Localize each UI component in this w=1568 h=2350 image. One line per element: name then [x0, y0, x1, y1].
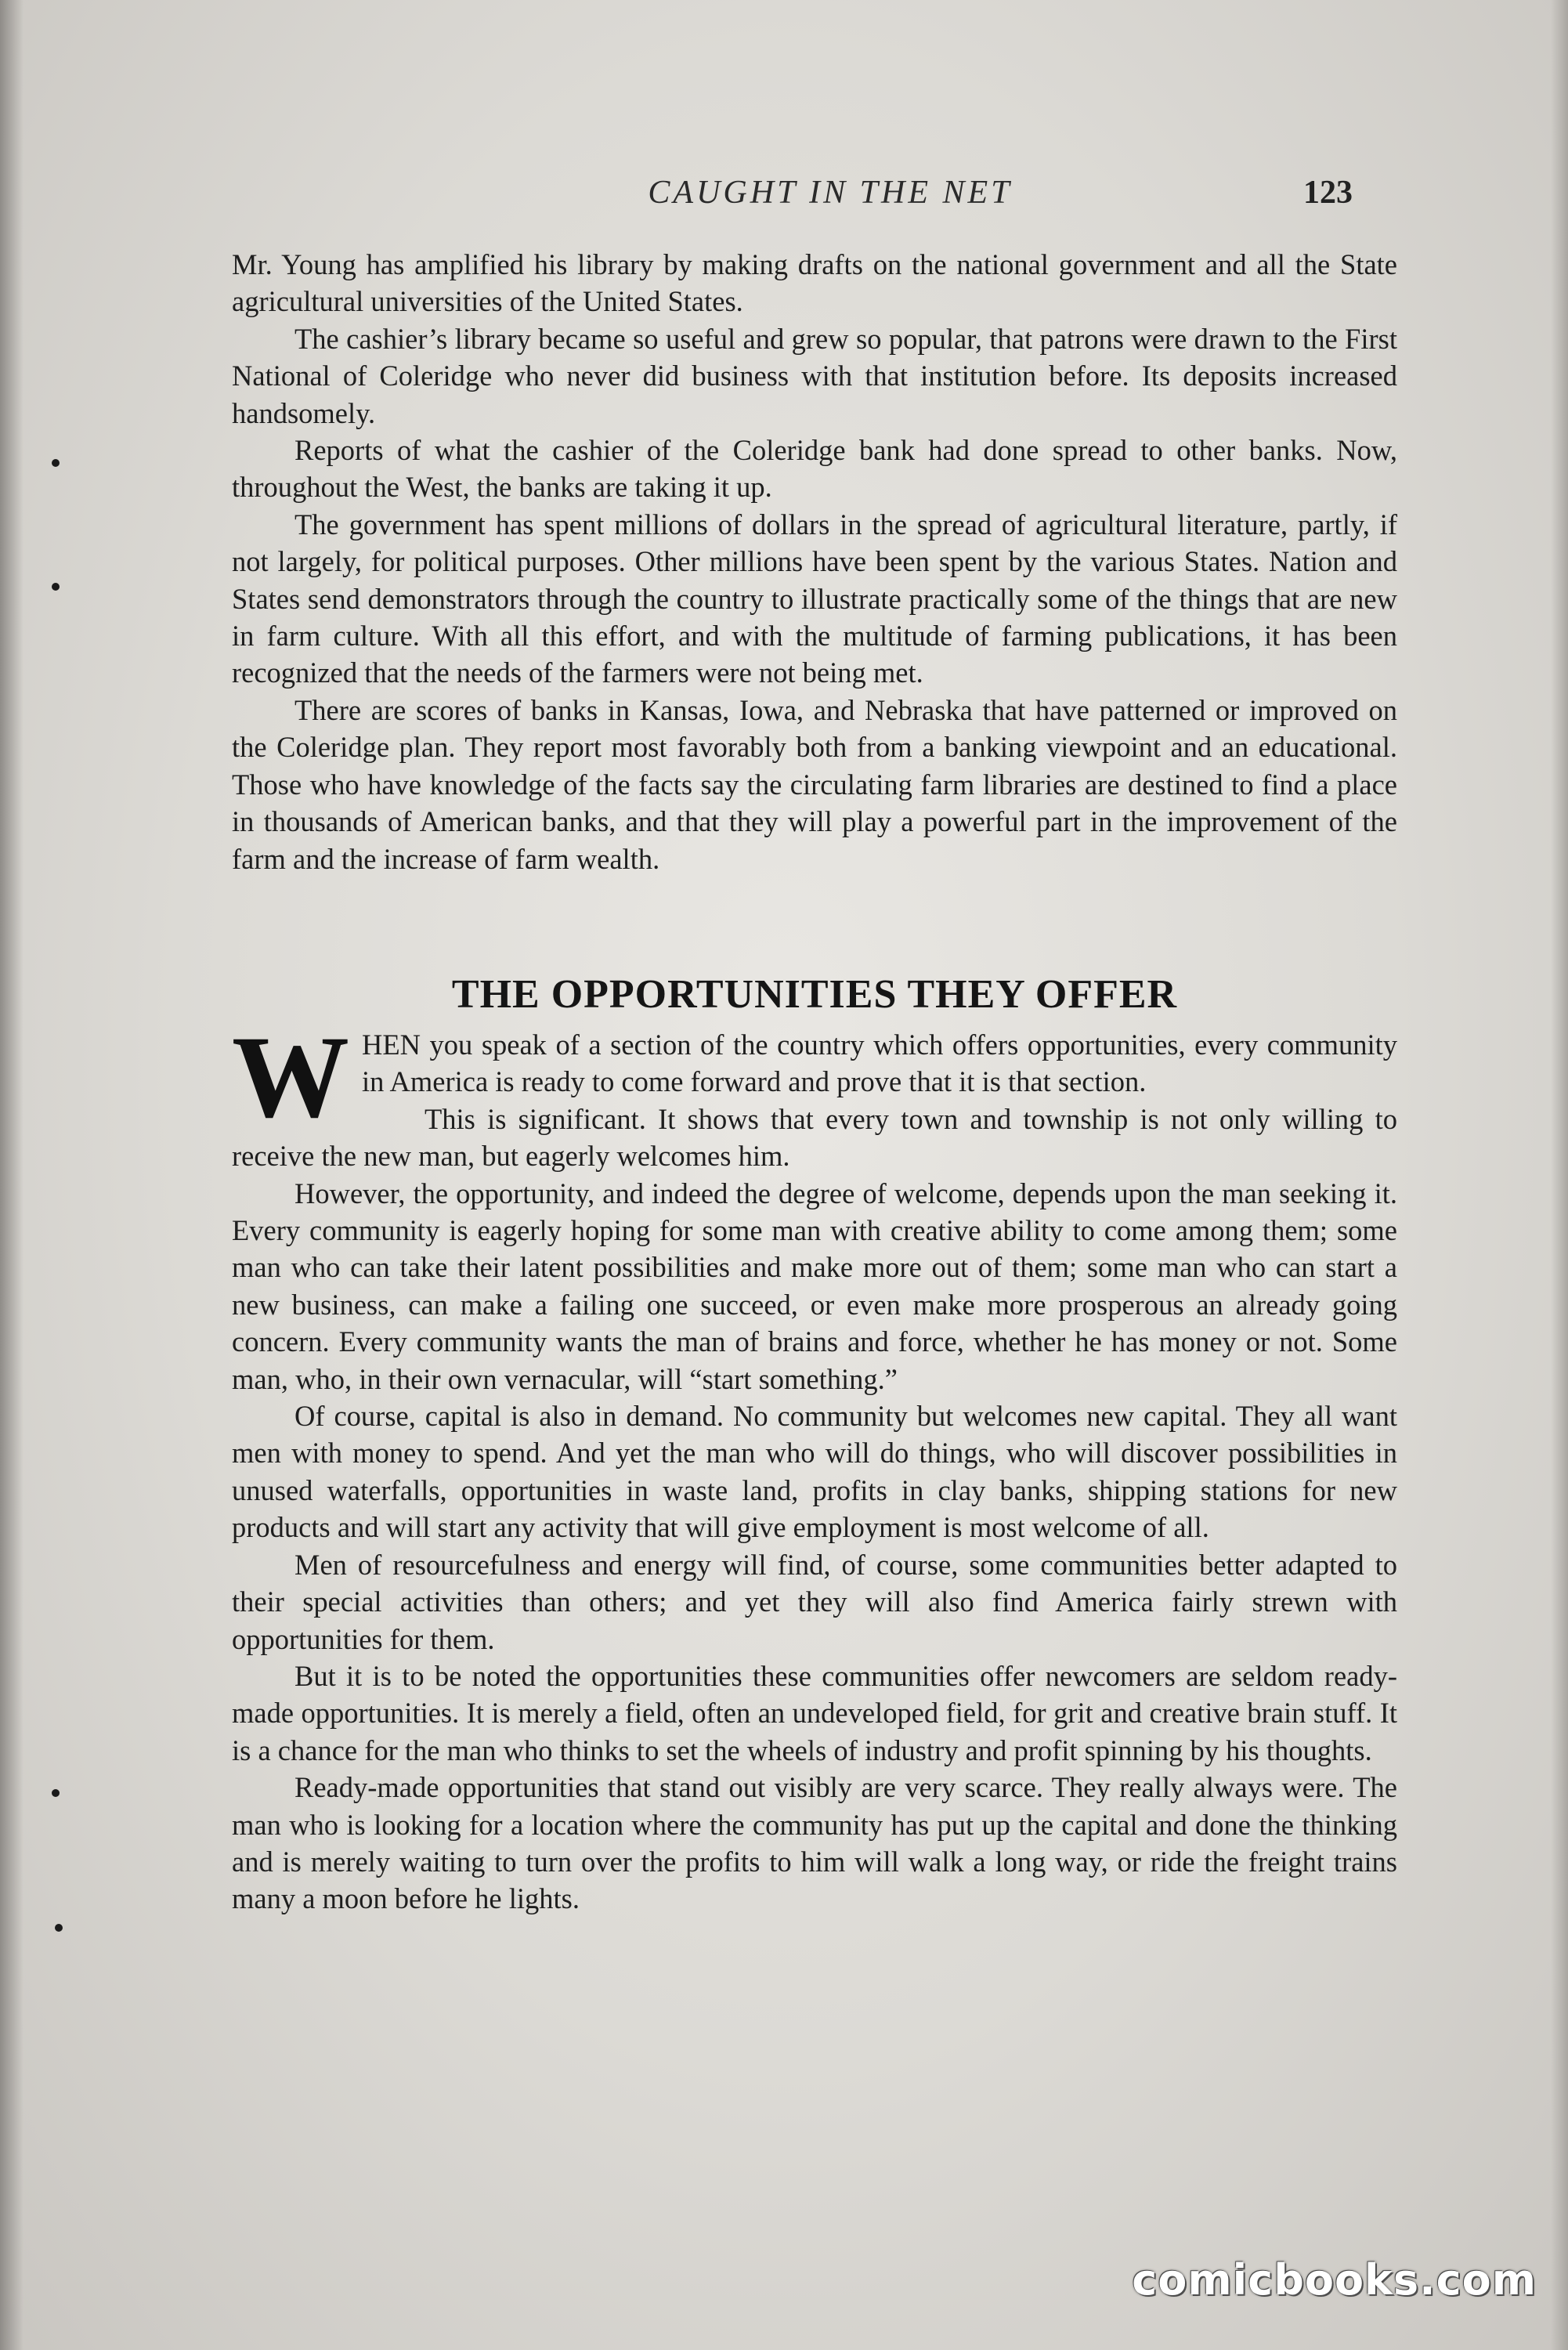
page-number: 123: [1303, 175, 1353, 211]
paragraph: This is significant. It shows that every town and township is not only willing to receive the new man, but eagerly welcomes him.: [232, 1102, 1397, 1173]
binding-hole-mark: [52, 1789, 60, 1797]
paragraph: Reports of what the cashier of the Coleridge bank had done spread to other banks. Now, throughout the West, the banks are taking it up.: [232, 434, 1397, 504]
lead-paragraph-text: HEN you speak of a section of the country which offers opportunities, every community in America is ready to come forward and prove that it is that section.: [362, 1029, 1397, 1098]
paragraph: However, the opportunity, and indeed the degree of welcome, depends upon the man seeking it. Every community is eagerly hoping for some man with creative ability to come among them; some man who can take their latent possibilities and make more out of them; some man who can start a new business, can make a failing one succeed, or even make more prosperous an already going concern. Every community wants the man of brains and force, whether he has money or not. Some man, who, in their own vernacular, will “start something.”: [232, 1177, 1397, 1395]
paragraph: Men of resourcefulness and energy will find, of course, some communities better adapted to their special activities than others; and yet they will also find America fairly strewn with opportunities for them.: [232, 1548, 1397, 1655]
binding-hole-mark: [55, 1924, 63, 1932]
binding-hole-mark: [52, 583, 60, 591]
paragraph: Mr. Young has amplified his library by making drafts on the national government and all the State agricultural universities of the United States.: [232, 248, 1397, 318]
running-title: CAUGHT IN THE NET: [648, 175, 1013, 211]
drop-cap: W: [232, 1012, 349, 1142]
page-shadow-left: [0, 0, 23, 2350]
section-heading: THE OPPORTUNITIES THEY OFFER: [451, 972, 1178, 1017]
paragraph: The cashier’s library became so useful and grew so popular, that patrons were drawn to the First National of Coleridge who never did business with that institution before. Its deposits increased handsomely.: [232, 322, 1397, 429]
section-text-block: [232, 1012, 1397, 1918]
paragraph: There are scores of banks in Kansas, Iowa, and Nebraska that have patterned or improved on the Coleridge plan. They report most favorably both from a banking viewpoint and an educational. Those who have knowledge of the facts say the circulating farm libraries are destined to find a place in thousands of American banks, and that they will play a powerful part in the improvement of the farm and the increase of farm wealth.: [232, 693, 1397, 875]
binding-hole-mark: [52, 459, 60, 467]
paragraph: Of course, capital is also in demand. No community but welcomes new capital. They all want men with money to spend. And yet the man who will do things, who will discover possibilities in unused waterfalls, opportunities in waste land, profits in clay banks, shipping stations for new products and will start any activity that will give employment is most welcome of all.: [232, 1400, 1397, 1544]
paragraph: Ready-made opportunities that stand out visibly are very scarce. They really always were. The man who is looking for a location where the community has put up the capital and done the thinking and is merely waiting to turn over the profits to him will walk a long way, or ride the freight trains many a moon before he lights.: [232, 1771, 1397, 1915]
page-shadow-right: [1551, 0, 1568, 2350]
paragraph: The government has spent millions of dollars in the spread of agricultural literature, partly, if not largely, for political purposes. Other millions have been spent by the various States. Nation and States send demonstrators through the country to illustrate practically some of the things that are new in farm culture. With all this effort, and with the multitude of farming publications, it has been recognized that the needs of the farmers were not being met.: [232, 508, 1397, 689]
paragraph: But it is to be noted the opportunities these communities offer newcomers are seldom ready-made opportunities. It is merely a field, often an undeveloped field, for grit and creative brain stuff. It is a chance for the man who thinks to set the wheels of industry and profit spinning by his thoughts.: [232, 1659, 1397, 1766]
watermark-logo: comicbooks.com: [1132, 2255, 1537, 2305]
intro-text-block: [232, 246, 1397, 877]
